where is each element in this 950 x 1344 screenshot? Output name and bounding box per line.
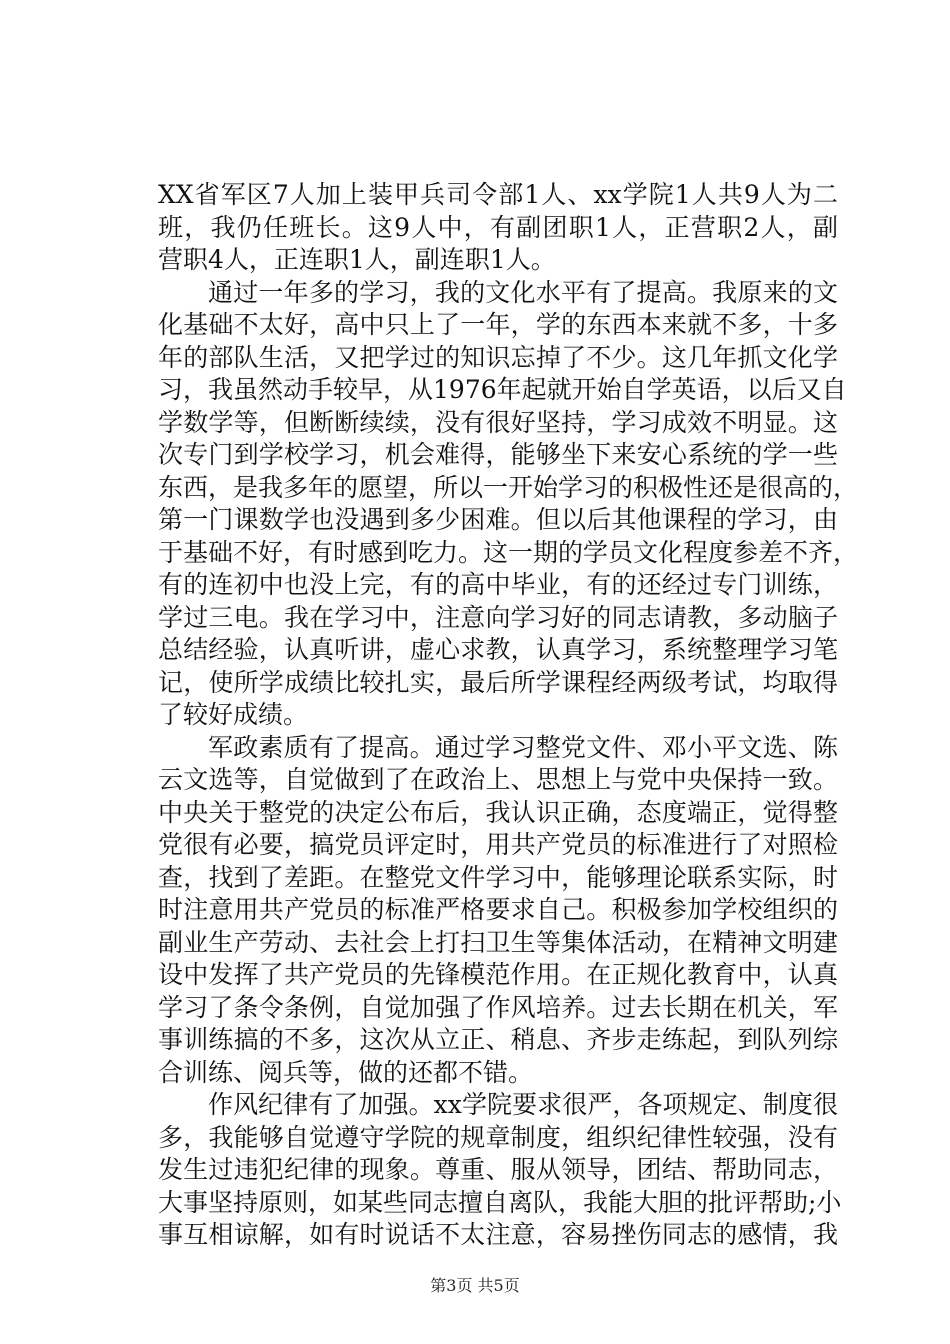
paragraph-first-line: 作风纪律有了加强。xx学院要求很严，各项规定、制度很 — [208, 1090, 838, 1119]
text-line: 于基础不好，有时感到吃力。这一期的学员文化程度参差不齐， — [158, 537, 859, 567]
text-line: 第一门课数学也没遇到多少困难。但以后其他课程的学习，由 — [158, 505, 838, 534]
text-line: 大事坚持原则，如某些同志擅自离队，我能大胆的批评帮助;小 — [158, 1187, 842, 1217]
text-line: 记，使所学成绩比较扎实，最后所学课程经两级考试，均取得 — [158, 667, 838, 697]
text-line: 化基础不太好，高中只上了一年，学的东西本来就不多，十多 — [158, 310, 838, 339]
text-line: 党很有必要，搞党员评定时，用共产党员的标准进行了对照检 — [158, 830, 838, 859]
text-line: 有的连初中也没上完，有的高中毕业，有的还经过专门训练， — [158, 570, 838, 599]
text-line: 时注意用共产党员的标准严格要求自己。积极参加学校组织的 — [158, 895, 838, 924]
text-line: 年的部队生活，又把学过的知识忘掉了不少。这几年抓文化学 — [158, 342, 838, 372]
text-line: XX省军区7人加上装甲兵司令部1人、xx学院1人共9人为二 — [158, 180, 838, 209]
text-line: 发生过违犯纪律的现象。尊重、服从领导，团结、帮助同志， — [158, 1155, 838, 1184]
text-line: 东西，是我多年的愿望，所以一开始学习的积极性还是很高的， — [158, 472, 859, 502]
text-line: 云文选等，自觉做到了在政治上、思想上与党中央保持一致。 — [158, 765, 838, 794]
text-line: 事训练搞的不多，这次从立正、稍息、齐步走练起，到队列综 — [158, 1025, 838, 1054]
text-line: 总结经验，认真听讲，虚心求教，认真学习，系统整理学习笔 — [158, 635, 838, 664]
text-line: 班，我仍任班长。这9人中，有副团职1人，正营职2人，副 — [158, 212, 838, 242]
text-line: 查，找到了差距。在整党文件学习中，能够理论联系实际，时 — [158, 862, 838, 892]
page-number-footer: 第3页 共5页 — [430, 1276, 520, 1295]
paragraph-first-line: 通过一年多的学习，我的文化水平有了提高。我原来的文 — [208, 277, 838, 307]
text-line: 习，我虽然动手较早，从1976年起就开始自学英语，以后又自 — [158, 375, 847, 404]
text-line: 营职4人，正连职1人，副连职1人。 — [158, 245, 556, 274]
text-line: 副业生产劳动、去社会上打扫卫生等集体活动，在精神文明建 — [158, 927, 838, 957]
text-line: 学过三电。我在学习中，注意向学习好的同志请教，多动脑子 — [158, 602, 838, 632]
text-line: 中央关于整党的决定公布后，我认识正确，态度端正，觉得整 — [158, 797, 838, 827]
paragraph-first-line: 军政素质有了提高。通过学习整党文件、邓小平文选、陈 — [208, 732, 838, 762]
text-line: 学习了条令条例，自觉加强了作风培养。过去长期在机关，军 — [158, 992, 838, 1022]
text-line: 次专门到学校学习，机会难得，能够坐下来安心系统的学一些 — [158, 440, 838, 469]
text-line: 了较好成绩。 — [158, 700, 309, 729]
text-line: 事互相谅解，如有时说话不太注意，容易挫伤同志的感情，我 — [158, 1220, 838, 1249]
text-line: 多，我能够自觉遵守学院的规章制度，组织纪律性较强，没有 — [158, 1122, 838, 1152]
document-body — [158, 179, 859, 1252]
text-line: 学数学等，但断断续续，没有很好坚持，学习成效不明显。这 — [158, 407, 838, 437]
text-line: 合训练、阅兵等，做的还都不错。 — [158, 1057, 534, 1087]
text-line: 设中发挥了共产党员的先锋模范作用。在正规化教育中，认真 — [158, 960, 838, 989]
